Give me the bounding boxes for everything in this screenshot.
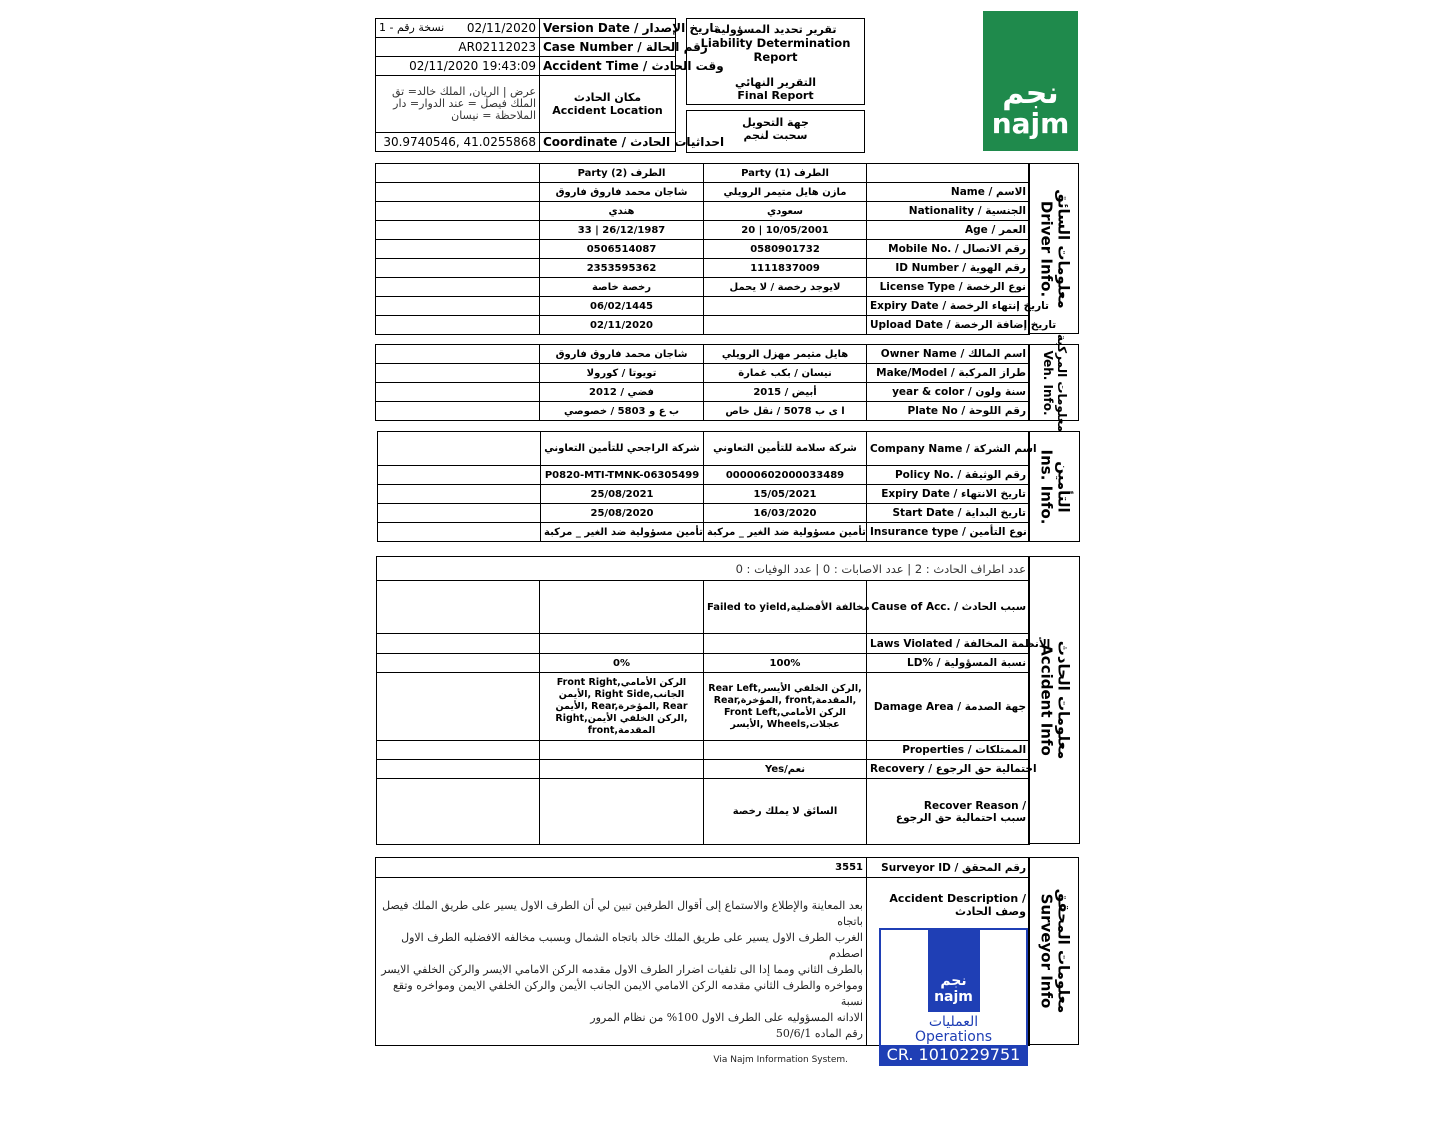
table-row: [376, 259, 1030, 278]
driver-p1-upload: [704, 316, 867, 335]
ld-label: LD% / نسبة المسؤولية: [867, 654, 1030, 673]
driver-p2-upload: 02/11/2020: [540, 316, 704, 335]
surveyor-id-label: Surveyor ID / رقم المحقق: [867, 858, 1030, 878]
final-report-ar: التقرير النهائي: [735, 76, 816, 89]
veh-p2-year: 2012 / فضي: [540, 383, 704, 402]
stamp-ops-ar: العمليات: [928, 1014, 979, 1030]
table-row: [376, 202, 1030, 221]
description-label-ar: وصف الحادث: [954, 905, 1026, 918]
ins-p1-start: 16/03/2020: [704, 504, 867, 523]
ins-p2-policy: P0820-MTI-TMNK-06305499: [541, 466, 704, 485]
driver-p2-license: رخصة خاصة: [540, 278, 704, 297]
footer-text: Via Najm Information System.: [713, 1055, 848, 1065]
veh-p2-model: تويوتا / كورولا: [540, 364, 704, 383]
table-row: [376, 402, 1030, 421]
driver-p2-nationality: هندي: [540, 202, 704, 221]
cause-p2: [540, 581, 704, 634]
stamp-logo-ar: نجم: [940, 973, 967, 989]
damage-label: Damage Area / جهة الصدمة: [867, 673, 1030, 741]
driver-p2-expiry: 06/02/1445: [540, 297, 704, 316]
ld-p1: 100%: [704, 654, 867, 673]
table-row: [378, 485, 1030, 504]
stamp-cr: CR. 1010229751: [881, 1045, 1026, 1064]
veh-p2-plate: ب ع و 5803 / خصوصي: [540, 402, 704, 421]
driver-p2-id: 2353595362: [540, 259, 704, 278]
driver-upload-label: Upload Date / تاريخ إضافة الرخصة: [867, 316, 1030, 335]
transfer-label: جهة التحويل: [742, 116, 809, 129]
operations-stamp: [879, 928, 1028, 1066]
table-row: [378, 466, 1030, 485]
accident-time-value: 02/11/2020 19:43:09: [376, 57, 540, 76]
veh-p1-plate: ا ى ب 5078 / نقل خاص: [704, 402, 867, 421]
surveyor-info-side-label: [1028, 857, 1079, 1045]
transfer-box: [686, 110, 865, 153]
header-table: [375, 18, 725, 152]
accident-location-label-en: Accident Location: [552, 104, 663, 117]
accident-info-side-label: [1028, 556, 1080, 844]
table-row: [376, 240, 1030, 259]
veh-p1-owner: هايل متيمر مهزل الرويلي: [704, 345, 867, 364]
party1-header: Party (1) الطرف: [704, 164, 867, 183]
accident-location-label-ar: مكان الحادث: [573, 91, 642, 104]
table-row: [376, 345, 1030, 364]
driver-license-label: License Type / نوع الرخصة: [867, 278, 1030, 297]
table-row: [376, 383, 1030, 402]
insurance-section-ar: التأمين: [1054, 460, 1073, 513]
ld-p2: 0%: [540, 654, 704, 673]
driver-p2-age: 33 | 26/12/1987: [540, 221, 704, 240]
accident-location-value: عرض | الريان, الملك خالد= تق الملك فيصل = عند الدوار= دار الملاحظة = نيسان: [376, 76, 540, 133]
table-row: [377, 779, 1030, 845]
accident-time-label: Accident Time / وقت الحادث: [540, 57, 676, 76]
table-row: [377, 634, 1030, 654]
insurance-section-en: Ins. Info.: [1037, 449, 1055, 524]
recover-reason-label-ar: سبب احتمالية حق الرجوع: [895, 811, 1027, 824]
version-date-label: Version Date / تاريخ الإصدار: [540, 19, 676, 38]
najm-logo: [983, 11, 1078, 151]
version-date-value: 02/11/2020: [466, 21, 536, 35]
driver-name-label: Name / الاسم: [867, 183, 1030, 202]
case-number-label: Case Number / رقم الحالة: [540, 38, 676, 57]
table-row: [376, 316, 1030, 335]
laws-label: Laws Violated / الأنظمة المخالفة: [867, 634, 1030, 654]
veh-model-label: Make/Model / طراز المركبة: [867, 364, 1030, 383]
description-line: الغرب الطرف الاول يسير على طريق الملك خالد باتجاه الشمال وبسبب مخالفه الافضليه الطرف الاول اصطدم: [401, 931, 863, 960]
driver-info-side-label: [1028, 163, 1079, 334]
veh-owner-label: Owner Name / اسم المالك: [867, 345, 1030, 364]
table-row: [377, 741, 1030, 760]
surveyor-section-en: Surveyor Info: [1036, 893, 1055, 1009]
empty-cell: [867, 164, 1030, 183]
recover-reason-label: [867, 779, 1030, 845]
table-row: [378, 523, 1030, 542]
table-row: [376, 858, 1030, 878]
report-title-en: Liability Determination Report: [700, 36, 851, 64]
recover-reason-p1: السائق لا يملك رخصة: [704, 779, 867, 845]
vehicle-info-side-label: [1028, 333, 1079, 432]
report-title-ar: تقرير تحديد المسؤولية: [714, 23, 837, 36]
cause-p1: Failed to yield,مخالفة الأفضلية: [704, 581, 867, 634]
ins-p1-expiry: 15/05/2021: [704, 485, 867, 504]
table-row: [376, 364, 1030, 383]
final-report-en: Final Report: [737, 89, 814, 102]
cause-label: Cause of Acc. / سبب الحادث: [867, 581, 1030, 634]
transfer-value: سحبت لنجم: [743, 129, 808, 142]
table-row: [377, 581, 1030, 634]
vehicle-section-en: Veh. Info.: [1040, 349, 1055, 416]
driver-nationality-label: Nationality / الجنسية: [867, 202, 1030, 221]
table-row: [378, 432, 1030, 466]
table-row: [376, 183, 1030, 202]
coordinate-value: 30.9740546, 41.0255868: [376, 133, 540, 152]
properties-label: Properties / الممتلكات: [867, 741, 1030, 760]
accident-location-label: [540, 76, 676, 133]
surveyor-section-ar: معلومات المحقق: [1053, 888, 1072, 1014]
driver-p2-mobile: 0506514087: [540, 240, 704, 259]
accident-description: [376, 878, 867, 1046]
driver-p1-mobile: 0580901732: [704, 240, 867, 259]
driver-id-label: ID Number / رقم الهوية: [867, 259, 1030, 278]
driver-expiry-label: Expiry Date / تاريخ إنتهاء الرخصة: [867, 297, 1030, 316]
najm-logo-en: najm: [991, 107, 1070, 140]
table-row: [376, 297, 1030, 316]
description-line: ومواخره والطرف الثاني مقدمه الركن الامامي الايمن الجانب الأيمن والركن الخلفي الايمن ومواخره وتقع نسبة: [392, 979, 863, 1008]
driver-p1-id: 1111837009: [704, 259, 867, 278]
ins-p1-type: تأمين مسؤولية ضد الغير _ مركبة: [704, 523, 867, 542]
ins-p2-company: شركة الراجحي للتأمين التعاوني: [541, 432, 704, 466]
stamp-ops-en: Operations: [915, 1029, 992, 1045]
recovery-label: Recovery / احتمالية حق الرجوع: [867, 760, 1030, 779]
party2-header: Party (2) الطرف: [540, 164, 704, 183]
table-row: [377, 654, 1030, 673]
version-date-cell: [376, 19, 540, 38]
insurance-info-table: [377, 431, 1037, 542]
driver-mobile-label: Mobile No. / رقم الاتصال: [867, 240, 1030, 259]
ins-p2-expiry: 25/08/2021: [541, 485, 704, 504]
ins-expiry-label: Expiry Date / تاريخ الانتهاء: [867, 485, 1030, 504]
description-line: بالطرف الثاني ومما إدا الى تلفيات اضرار الطرف الاول مقدمه الركن الامامي الايسر والركن الخلفي الايسر: [381, 963, 863, 976]
accident-section-ar: معلومات الحادث: [1054, 640, 1073, 760]
driver-p1-nationality: سعودي: [704, 202, 867, 221]
driver-p2-name: شاجان محمد فاروق فاروق: [540, 183, 704, 202]
recovery-p1: Yes/نعم: [704, 760, 867, 779]
coordinate-label: Coordinate / احداثيات الحادث: [540, 133, 676, 152]
ins-p1-company: شركة سلامة للتأمين التعاوني: [704, 432, 867, 466]
insurance-info-side-label: [1028, 431, 1080, 542]
driver-section-ar: معلومات السائق: [1053, 188, 1072, 309]
description-line: بعد المعاينة والإطلاع والاستماع إلى أقوال الطرفين تبين لي أن الطرف الاول يسير على طريق الملك فيصل باتجاه: [382, 899, 863, 928]
report-title-box: [686, 18, 865, 105]
ins-p2-type: تأمين مسؤولية ضد الغير _ مركبة: [541, 523, 704, 542]
table-row: [376, 278, 1030, 297]
description-label-en: Accident Description /: [889, 892, 1026, 905]
surveyor-id-value: 3551: [376, 858, 867, 878]
ins-start-label: Start Date / تاريخ البداية: [867, 504, 1030, 523]
description-line: الادانه المسؤوليه على الطرف الاول 100% من نظام المرور: [590, 1011, 863, 1024]
veh-p1-year: 2015 / أبيض: [704, 383, 867, 402]
description-line: رقم الماده 50/6/1: [775, 1027, 863, 1040]
ins-policy-label: Policy No. / رقم الوثيقة: [867, 466, 1030, 485]
ins-p1-policy: 00000602000033489: [704, 466, 867, 485]
empty-cell: [376, 164, 540, 183]
driver-p1-expiry: [704, 297, 867, 316]
ins-p2-start: 25/08/2020: [541, 504, 704, 523]
vehicle-info-table: [375, 344, 1030, 421]
damage-p1: Rear Left,الركن الخلفي الأيسر, Rear,المؤخرة, front,المقدمة, Front Left,الركن الأمامي الأيسر, Wheels,عجلات: [704, 673, 867, 741]
veh-plate-label: Plate No / رقم اللوحة: [867, 402, 1030, 421]
driver-p1-age: 20 | 10/05/2001: [704, 221, 867, 240]
copy-number: نسخة رقم - 1: [379, 21, 445, 34]
driver-p1-name: مازن هايل متيمر الرويلي: [704, 183, 867, 202]
veh-p2-owner: شاجان محمد فاروق فاروق: [540, 345, 704, 364]
table-row: [377, 760, 1030, 779]
table-row: [378, 504, 1030, 523]
stamp-logo: [928, 930, 980, 1012]
accident-section-en: Accident Info: [1037, 644, 1055, 756]
case-number-value: AR02112023: [376, 38, 540, 57]
table-row: [377, 673, 1030, 741]
stamp-logo-en: najm: [934, 989, 973, 1005]
damage-p2: Front Right,الركن الأمامي الأيمن, Right Side,الجانب الأيمن, Rear,المؤخرة, Rear Right,الركن الخلفي الأيمن, front,المقدمة: [540, 673, 704, 741]
ins-type-label: Insurance type / نوع التأمين: [867, 523, 1030, 542]
vehicle-section-ar: معلومات المركبة: [1054, 333, 1069, 432]
veh-p1-model: نيسان / بكب غمارة: [704, 364, 867, 383]
recover-reason-label-en: Recover Reason /: [923, 799, 1027, 812]
accident-summary: عدد اطراف الحادث : 2 | عدد الاصابات : 0 | عدد الوفيات : 0: [377, 557, 1030, 581]
najm-logo-ar: نجم: [1002, 76, 1059, 111]
driver-p1-license: لايوجد رخصة / لا يحمل: [704, 278, 867, 297]
driver-section-en: Driver Info.: [1036, 200, 1055, 297]
ins-company-label: Company Name / اسم الشركة: [867, 432, 1030, 466]
table-row: [376, 221, 1030, 240]
driver-age-label: Age / العمر: [867, 221, 1030, 240]
veh-year-label: year & color / سنة ولون: [867, 383, 1030, 402]
